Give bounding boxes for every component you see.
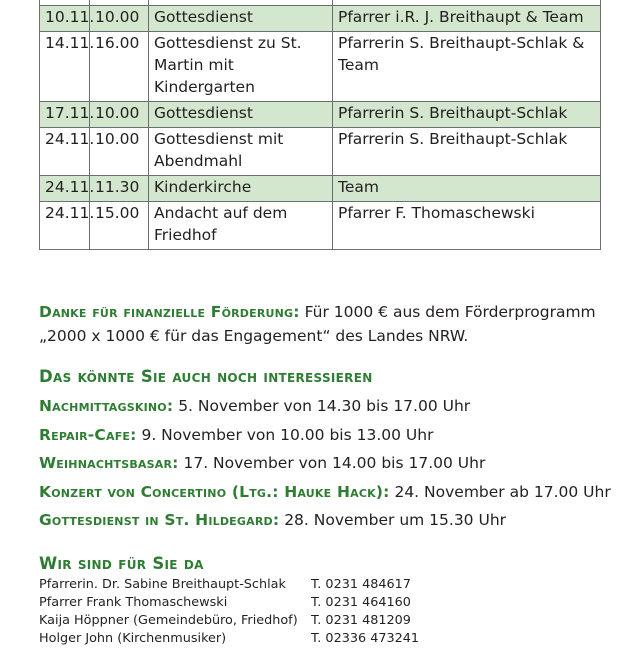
event-name: Repair-Cafe: [39,425,137,444]
table-row [40,32,601,102]
leader-cell: Pfarrer F. Thomaschewski [333,202,601,250]
list-item [39,394,619,423]
event-name: Nachmittagskino: [39,397,174,415]
funding-note [39,300,609,348]
table-row [40,6,601,32]
time-cell: 10.00 [90,128,149,176]
list-item [39,480,619,509]
leader-cell: Pfarrerin S. Breithaupt-Schlak & Team [333,32,601,102]
event-cell: Andacht auf dem Friedhof [149,202,333,250]
list-item [39,576,419,594]
event-name: Gottesdienst in St. Hildegard: [39,511,280,529]
event-cell: Gottesdienst [149,6,333,32]
time-cell: 10.00 [90,6,149,32]
time-cell: 10.00 [90,102,149,128]
contact-list [39,576,419,648]
date-cell: 24.11. [40,128,90,176]
table-row [40,202,601,250]
event-cell: Kinderkirche [149,176,333,202]
time-cell: 11.30 [90,176,149,202]
list-item [39,508,619,537]
leader-cell: Pfarrerin S. Breithaupt-Schlak [333,128,601,176]
time-cell: 16.00 [90,32,149,102]
leader-cell: Team [333,176,601,202]
event-detail: 28. November um 15.30 Uhr [284,511,507,529]
contact-name: Holger John (Kirchenmusiker) [39,631,227,646]
contact-name: Pfarrer Frank Thomaschewski [39,595,228,610]
contacts-heading: Wir sind für Sie da [39,554,204,573]
interest-heading: Das könnte Sie auch noch interessieren [39,367,373,386]
time-cell: 15.00 [90,202,149,250]
table-row [40,102,601,128]
leader-cell: Pfarrerin S. Breithaupt-Schlak [333,102,601,128]
contact-phone: T. 0231 464160 [311,595,411,610]
date-cell: 14.11. [40,32,90,102]
date-cell: 24.11. [40,176,90,202]
contact-name: Kaija Höppner (Gemeindebüro, Friedhof) [39,613,298,628]
list-item [39,594,419,612]
event-detail: 9. November von 10.00 bis 13.00 Uhr [141,425,434,444]
list-item [39,423,619,452]
funding-label: Danke für finanzielle Förderung: [39,303,300,321]
list-item [39,451,619,480]
contact-phone: T. 0231 484617 [311,577,411,592]
table-row [40,176,601,202]
event-cell: Gottesdienst zu St. Martin mit Kindergarten [149,32,333,102]
list-item [39,612,419,630]
date-cell: 17.11. [40,102,90,128]
contact-phone: T. 0231 481209 [311,613,411,628]
event-cell: Gottesdienst [149,102,333,128]
funding-text: Für 1000 € aus dem Förderprogramm „2000 x 1000 € für das Engagement“ des Landes NRW. [39,303,596,345]
event-detail: 17. November von 14.00 bis 17.00 Uhr [183,454,486,472]
date-cell: 10.11. [40,6,90,32]
event-name: Konzert von Concertino (Ltg.: Hauke Hack): [39,482,390,501]
event-detail: 5. November von 14.30 bis 17.00 Uhr [178,397,471,415]
contact-name: Pfarrerin. Dr. Sabine Breithaupt-Schlak [39,577,286,592]
schedule-table [39,0,601,250]
table-row [40,128,601,176]
event-cell: Gottesdienst mit Abendmahl [149,128,333,176]
event-list [39,394,619,537]
event-name: Weihnachtsbasar: [39,454,179,472]
event-detail: 24. November ab 17.00 Uhr [394,482,611,501]
leader-cell: Pfarrer i.R. J. Breithaupt & Team [333,6,601,32]
list-item [39,630,419,648]
date-cell: 24.11. [40,202,90,250]
contact-phone: T. 02336 473241 [311,631,420,646]
